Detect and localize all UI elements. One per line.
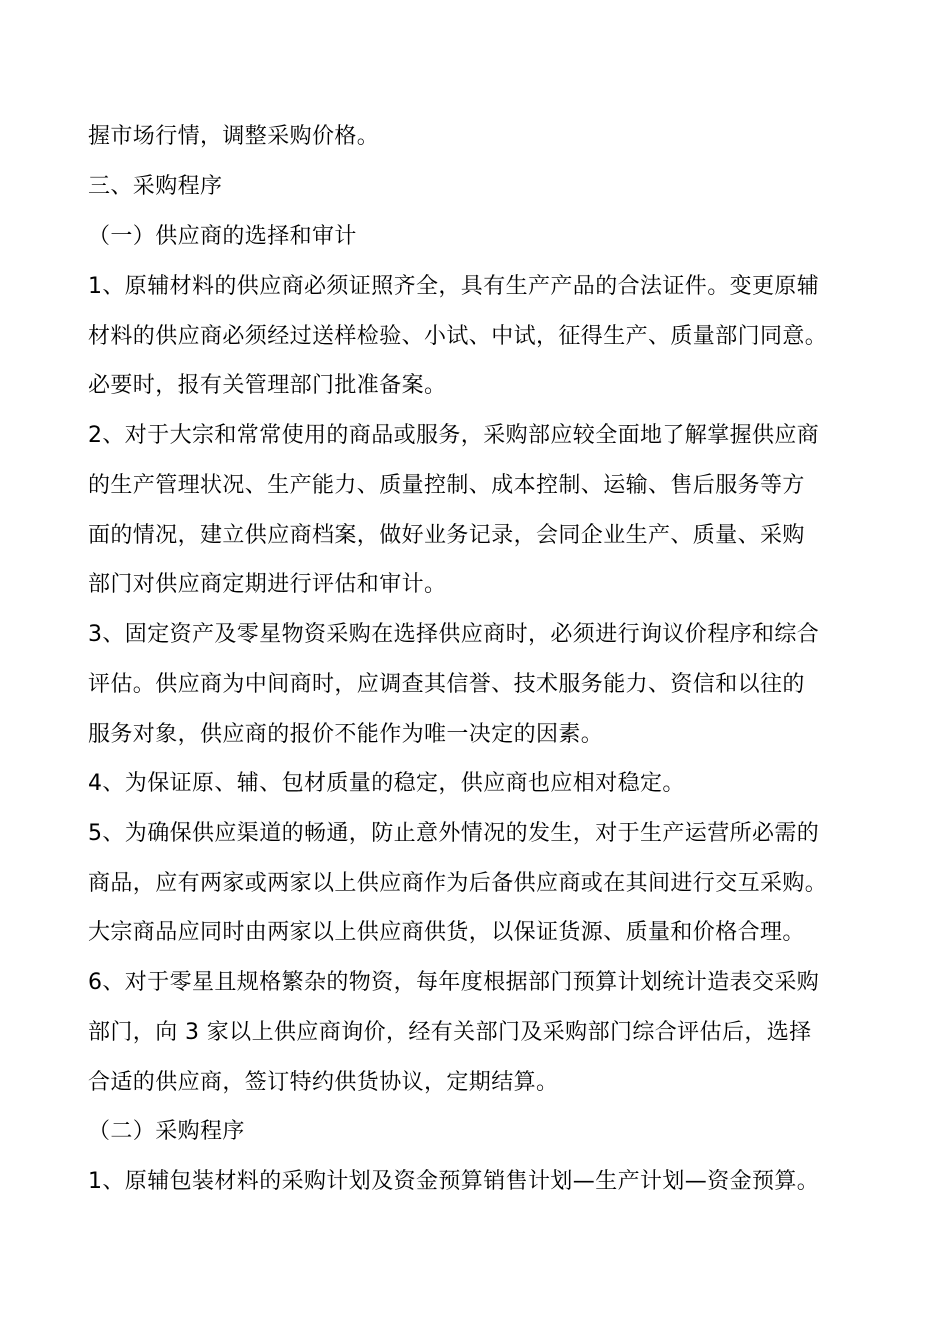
subsection-heading: （一）供应商的选择和审计 [88,224,357,249]
paragraph-line: 5、为确保供应渠道的畅通，防止意外情况的发生，对于生产运营所必需的 [88,821,820,846]
paragraph-line: 商品，应有两家或两家以上供应商作为后备供应商或在其间进行交互采购。 [88,871,828,896]
paragraph-line: 4、为保证原、辅、包材质量的稳定，供应商也应相对稳定。 [88,771,685,796]
paragraph-line: 2、对于大宗和常常使用的商品或服务，采购部应较全面地了解掌握供应商 [88,423,820,448]
paragraph-line: 大宗商品应同时由两家以上供应商供货，以保证货源、质量和价格合理。 [88,920,805,945]
paragraph-line: 的生产管理状况、生产能力、质量控制、成本控制、运输、售后服务等方 [88,473,805,498]
paragraph-line: 面的情况，建立供应商档案，做好业务记录，会同企业生产、质量、采购 [88,523,805,548]
paragraph-line: 1、原辅材料的供应商必须证照齐全，具有生产产品的合法证件。变更原辅 [88,274,820,299]
paragraph-line: 部门对供应商定期进行评估和审计。 [88,572,447,597]
section-heading: 三、采购程序 [88,174,223,199]
paragraph-line: 部门，向 3 家以上供应商询价，经有关部门及采购部门综合评估后，选择 [88,1020,812,1045]
paragraph-line: 1、原辅包装材料的采购计划及资金预算销售计划—生产计划—资金预算。 [88,1169,820,1194]
paragraph-line: 必要时，报有关管理部门批准备案。 [88,373,447,398]
paragraph-line: 服务对象，供应商的报价不能作为唯一决定的因素。 [88,722,604,747]
paragraph-line: 合适的供应商，签订特约供货协议，定期结算。 [88,1070,559,1095]
paragraph-line: 3、固定资产及零星物资采购在选择供应商时，必须进行询议价程序和综合 [88,622,820,647]
paragraph-line: 握市场行情，调整采购价格。 [88,124,380,149]
subsection-heading: （二）采购程序 [88,1119,245,1144]
paragraph-line: 6、对于零星且规格繁杂的物资，每年度根据部门预算计划统计造表交采购 [88,970,820,995]
paragraph-line: 评估。供应商为中间商时，应调查其信誉、技术服务能力、资信和以往的 [88,672,805,697]
paragraph-line: 材料的供应商必须经过送样检验、小试、中试，征得生产、质量部门同意。 [88,324,828,349]
